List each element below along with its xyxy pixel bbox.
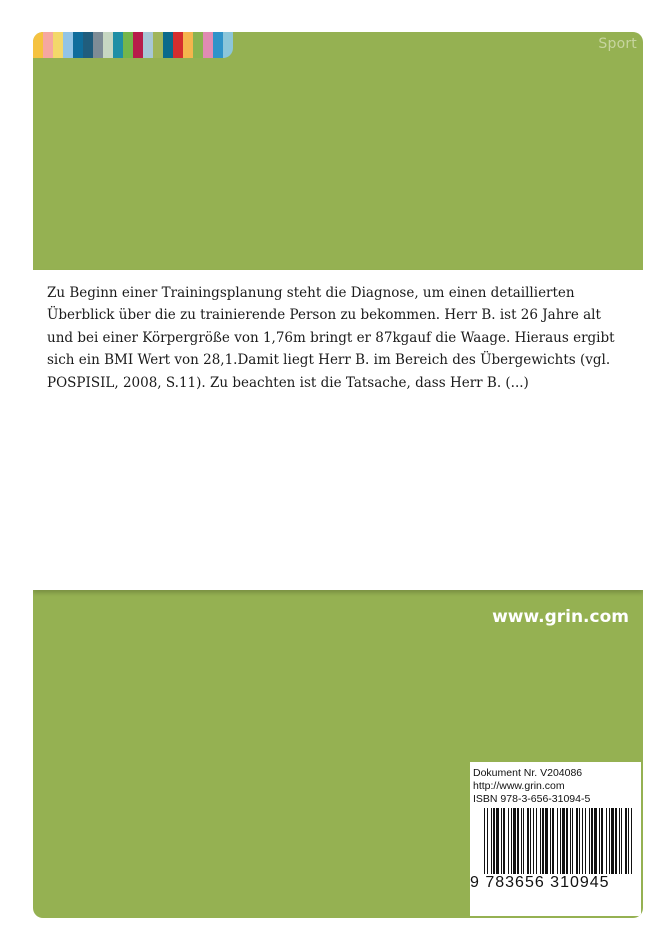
color-stripe: [63, 32, 73, 58]
barcode-bar: [530, 808, 531, 874]
barcode-bar: [484, 808, 485, 874]
book-back-cover: [33, 32, 643, 918]
document-number: Dokument Nr. V204086: [473, 767, 583, 779]
category-label: Sport: [598, 36, 637, 52]
color-stripe: [223, 32, 233, 58]
document-info-box: [470, 762, 641, 916]
color-stripe: [193, 32, 203, 58]
color-stripe: [173, 32, 183, 58]
barcode-bar: [491, 808, 492, 874]
color-stripe: [163, 32, 173, 58]
barcode-bar: [570, 808, 571, 874]
color-stripe: [33, 32, 43, 58]
color-stripe: [43, 32, 53, 58]
barcode-bar: [521, 808, 522, 874]
barcode-bar: [591, 808, 593, 874]
barcode-digits: 9 783656 310945: [470, 874, 610, 891]
color-stripe: [73, 32, 83, 58]
barcode-bar: [566, 808, 568, 874]
color-stripe-bar: [33, 32, 233, 58]
color-stripe: [103, 32, 113, 58]
color-stripe: [203, 32, 213, 58]
barcode-bar: [594, 808, 597, 874]
barcode-bar: [606, 808, 607, 874]
barcode-bar: [517, 808, 519, 874]
barcode-bar: [609, 808, 610, 874]
barcode-bar: [621, 808, 622, 874]
barcode-bar: [511, 808, 512, 874]
barcode-bar: [487, 808, 488, 874]
color-stripe: [93, 32, 103, 58]
color-stripe: [123, 32, 133, 58]
barcode-bar: [542, 808, 544, 874]
color-stripe: [153, 32, 163, 58]
barcode-bar: [589, 808, 590, 874]
color-stripe: [113, 32, 123, 58]
barcode-bar: [503, 808, 505, 874]
color-stripe: [143, 32, 153, 58]
barcode-bar: [562, 808, 565, 874]
barcode-bar: [523, 808, 524, 874]
barcode-bar: [619, 808, 620, 874]
barcode-bar: [550, 808, 551, 874]
color-stripe: [53, 32, 63, 58]
barcode-bar: [579, 808, 580, 874]
color-stripe: [133, 32, 143, 58]
barcode-bar: [545, 808, 548, 874]
barcode-bar: [631, 808, 632, 874]
barcode-bar: [582, 808, 583, 874]
barcode-bar: [493, 808, 495, 874]
barcode-bar: [496, 808, 499, 874]
barcode-bar: [601, 808, 603, 874]
barcode-bar: [576, 808, 578, 874]
color-stripe: [183, 32, 193, 58]
barcode-bar: [513, 808, 516, 874]
barcode-bar: [572, 808, 573, 874]
barcode-bar: [540, 808, 541, 874]
barcode-bar: [628, 808, 629, 874]
barcode-bar: [625, 808, 627, 874]
barcode-bar: [533, 808, 534, 874]
barcode-bar: [585, 808, 586, 874]
barcode-bar: [615, 808, 617, 874]
isbn-barcode: [484, 808, 636, 874]
document-isbn: ISBN 978-3-656-31094-5: [473, 793, 591, 805]
barcode-bar: [611, 808, 614, 874]
barcode-bar: [527, 808, 529, 874]
barcode-bar: [501, 808, 502, 874]
publisher-website[interactable]: www.grin.com: [492, 607, 629, 627]
teaser-text: Zu Beginn einer Trainingsplanung steht die Diagnose, um einen detaillierten Überblick über die zu trainierende Person zu bekommen. Herr B. ist 26 Jahre alt und bei einer Körpergröße von 1,76m bringt er 87kgauf die Waage. Hieraus ergibt sich ein BMI Wert von 28,1.Damit liegt Herr B. im Bereich des Übergewichts (vgl. POSPISIL, 2008, S.11). Zu beachten ist die Tatsache, dass Herr B. (...): [47, 285, 615, 391]
barcode-bar: [508, 808, 509, 874]
barcode-bar: [560, 808, 561, 874]
barcode-bar: [552, 808, 554, 874]
barcode-bar: [599, 808, 600, 874]
color-stripe: [213, 32, 223, 58]
barcode-bar: [557, 808, 558, 874]
teaser-panel: [33, 270, 643, 590]
document-url[interactable]: http://www.grin.com: [473, 780, 565, 792]
color-stripe: [83, 32, 93, 58]
barcode-bar: [536, 808, 537, 874]
